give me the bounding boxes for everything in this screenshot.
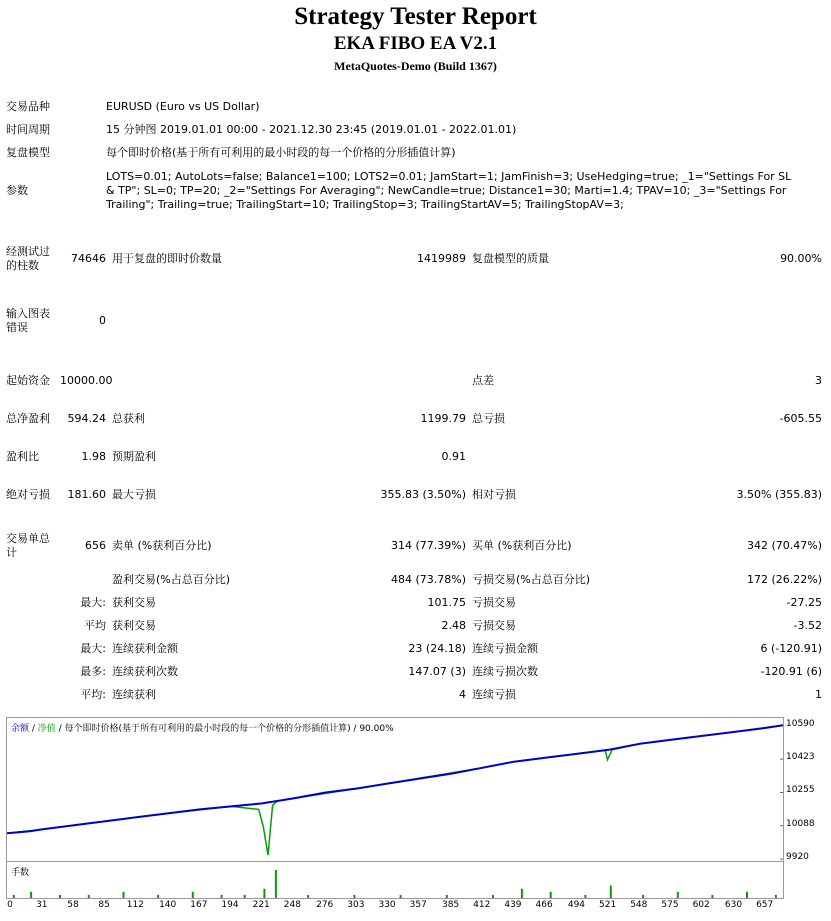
abs-dd-label: 绝对亏损 [6,488,50,501]
avg-cons-wins-value: 4 [459,687,466,701]
volume-bar [677,892,679,898]
y-tick-label: 9920 [786,852,809,862]
x-tick-label: 167 [190,900,208,910]
y-tick-label: 10423 [786,752,815,763]
ticks-label: 用于复盘的即时价数量 [112,252,222,265]
short-label: 卖单 (%获利百分比) [112,539,212,552]
profit-trades-label: 盈利交易(%占总百分比) [112,572,231,586]
pf-value: 1.98 [81,450,106,463]
rel-dd-label: 相对亏损 [472,488,516,501]
row-largest [6,591,822,614]
max-cons-wins-value: 23 (24.18) [408,641,466,655]
avg2-prefix: 平均: [80,687,106,701]
volume-bar [521,889,523,898]
volume-bar [275,870,277,898]
volume-bar [157,895,159,898]
model-label: 复盘模型 [6,145,50,159]
y-tick-label: 10590 [786,718,815,729]
largest-profit-value: 101.75 [427,595,466,609]
volume-bar [88,895,90,898]
avg-loss-label: 亏损交易 [472,618,516,632]
row-symbol [6,95,822,118]
max-cons-losses-label: 连续亏损金额 [472,641,538,655]
spread-value: 3 [815,374,823,387]
volume-bar [123,892,125,898]
avg-loss-value: -3.52 [793,618,823,632]
row-avg-consecutive [6,683,822,706]
avg-profit-value: 2.48 [441,618,466,632]
errors-value: 0 [99,314,106,327]
avg-cons-wins-label: 连续获利 [112,687,156,701]
report-table [6,95,822,706]
max-dd-value: 355.83 (3.50%) [380,488,466,501]
server-info: MetaQuotes-Demo (Build 1367) [334,59,497,73]
row-max-consecutive [6,637,822,660]
trades-value: 656 [85,539,106,552]
x-tick-label: 494 [567,900,586,910]
x-tick-label: 0 [7,900,13,910]
max-cons-wins-label: 连续获利金额 [112,641,178,655]
long-value: 342 (70.47%) [746,539,823,552]
x-tick-label: 657 [756,900,774,910]
volume-bar [446,895,448,898]
pf-label: 盈利比 [6,450,39,463]
loss-trades-label: 亏损交易(%占总百分比) [472,572,591,586]
row-pf [6,438,822,476]
quality-value: 90.00% [780,252,823,265]
volume-bar [192,892,194,898]
report-title: Strategy Tester Report [294,3,537,30]
profit-trades-value: 484 (73.78%) [390,572,466,586]
row-model [6,141,822,164]
most-cons-profit-label: 连续获利次数 [112,664,178,678]
volume-label: 手数 [11,868,30,878]
short-value: 314 (77.39%) [390,539,466,552]
spread-label: 点差 [472,374,494,387]
volume-bar [584,895,586,898]
expected-value: 0.91 [441,450,466,463]
x-tick-label: 357 [409,900,427,910]
max2-prefix: 最大: [80,641,106,655]
params-label: 参数 [6,184,28,197]
row-trades [6,524,822,568]
deposit-label: 起始资金 [6,374,50,387]
row-profit-trades [6,568,822,591]
net-value: 594.24 [67,412,106,425]
model-value: 每个即时价格(基于所有可利用的最小时段的每一个价格的分形插值计算) [106,145,456,159]
trades-label: 交易单总计 [6,532,50,559]
x-tick-label: 31 [36,900,48,910]
volume-bar [642,895,644,898]
volume-chart-svg [7,862,783,898]
x-tick-label: 412 [473,900,491,910]
abs-dd-value: 181.60 [67,488,106,501]
max-dd-label: 最大亏损 [112,488,156,501]
row-errors [6,290,822,352]
errors-label: 输入图表错误 [6,307,50,334]
most-cons-loss-value: -120.91 (6) [760,664,823,678]
ticks-value: 1419989 [417,252,466,265]
row-net [6,400,822,438]
params-value: LOTS=0.01; AutoLots=false; Balance1=100; LOTS2=0.01; JamStart=1; JamFinish=3; UseHedging=true; _1="Settings For SL & TP"; SL=0; TP=20; _2="Settings For Averaging"; NewCandle=true; Distance1=30; Marti=1.4; TPAV=10; _3="Settings For Trailing"; Trailing=true; TrailingStart=10; TrailingStop=3; TrailingStartAV=5; TrailingStopAV=3; [106,170,792,211]
x-tick-label: 140 [159,900,177,910]
x-tick-label: 194 [221,900,239,910]
x-tick-label: 303 [347,900,365,910]
gross-loss-value: -605.55 [779,412,823,425]
balance-chart-svg [7,718,783,861]
y-tick-label: 10088 [786,818,815,829]
avg-cons-losses-label: 连续亏损 [472,687,516,701]
max-prefix: 最大: [80,595,106,609]
row-drawdown [6,476,822,514]
loss-trades-value: 172 (26.22%) [746,572,823,586]
x-tick-label: 466 [535,900,553,910]
volume-bar [30,892,32,898]
long-label: 买单 (%获利百分比) [472,539,572,552]
gross-profit-label: 总获利 [112,412,145,425]
balance-chart [6,717,784,862]
bars-value: 74646 [71,252,106,265]
report-header [0,2,831,74]
gross-loss-label: 总亏损 [472,412,505,425]
x-tick-label: 385 [441,900,460,910]
period-value: 15 分钟图 2019.01.01 00:00 - 2021.12.30 23:45 (2019.01.01 - 2022.01.01) [106,122,517,136]
volume-bar [59,895,61,898]
volume-chart [6,862,784,899]
gross-profit-value: 1199.79 [420,412,466,425]
x-tick-label: 85 [98,900,110,910]
row-deposit [6,362,822,400]
ea-name: EKA FIBO EA V2.1 [333,33,498,54]
rel-dd-value: 3.50% (355.83) [736,488,823,501]
symbol-label: 交易品种 [6,99,50,113]
row-average [6,614,822,637]
most-prefix: 最多: [80,664,106,678]
x-tick-label: 276 [316,900,334,910]
x-axis [6,899,784,913]
x-tick-label: 248 [283,900,301,910]
volume-bar [221,895,223,898]
volume-bar [775,895,777,898]
y-axis [784,717,831,899]
volume-bar [492,895,494,898]
largest-loss-label: 亏损交易 [472,595,516,609]
avg-cons-losses-value: 1 [815,687,823,701]
volume-bar [610,886,612,898]
volume-bar [400,895,402,898]
balance-series-line [7,725,783,833]
x-tick-label: 521 [599,900,617,910]
legend-balance: 余额 [11,724,30,734]
row-period [6,118,822,141]
volume-bar [244,895,246,898]
row-bars [6,228,822,290]
avg-profit-label: 获利交易 [112,618,156,632]
most-cons-loss-label: 连续亏损次数 [472,664,538,678]
x-tick-label: 58 [67,900,79,910]
x-tick-label: 330 [378,900,396,910]
largest-loss-value: -27.25 [786,595,823,609]
volume-bar [263,889,265,898]
most-cons-profit-value: 147.07 (3) [408,664,466,678]
max-cons-losses-value: 6 (-120.91) [760,641,823,655]
legend-rest: / 每个即时价格(基于所有可利用的最小时段的每一个价格的分形插值计算) / 90.00% [55,724,394,734]
volume-bar [711,895,713,898]
y-tick-label: 10255 [786,785,815,796]
bars-label: 经测试过的柱数 [6,245,50,272]
x-tick-label: 548 [630,900,648,910]
symbol-value: EURUSD (Euro vs US Dollar) [106,99,260,113]
period-label: 时间周期 [6,122,50,136]
x-tick-label: 602 [692,900,710,910]
deposit-value: 10000.00 [60,374,113,387]
x-tick-label: 630 [724,900,743,910]
net-label: 总净盈利 [6,412,50,425]
x-tick-label: 221 [252,900,270,910]
x-tick-label: 575 [661,900,679,910]
row-most-consecutive [6,660,822,683]
x-tick-label: 112 [126,900,144,910]
largest-profit-label: 获利交易 [112,595,156,609]
expected-label: 预期盈利 [112,450,156,463]
quality-label: 复盘模型的质量 [472,252,549,265]
x-tick-label: 439 [504,900,522,910]
legend-sep: / [29,724,38,734]
volume-bar [13,895,15,898]
legend-equity: 净值 [37,724,56,734]
equity-series-line [7,725,783,855]
row-params [6,164,822,218]
volume-bar [307,895,309,898]
chart-legend [11,721,394,734]
volume-bar [746,892,748,898]
volume-bar [550,892,552,898]
volume-bar [353,895,355,898]
avg-prefix: 平均 [84,618,106,632]
